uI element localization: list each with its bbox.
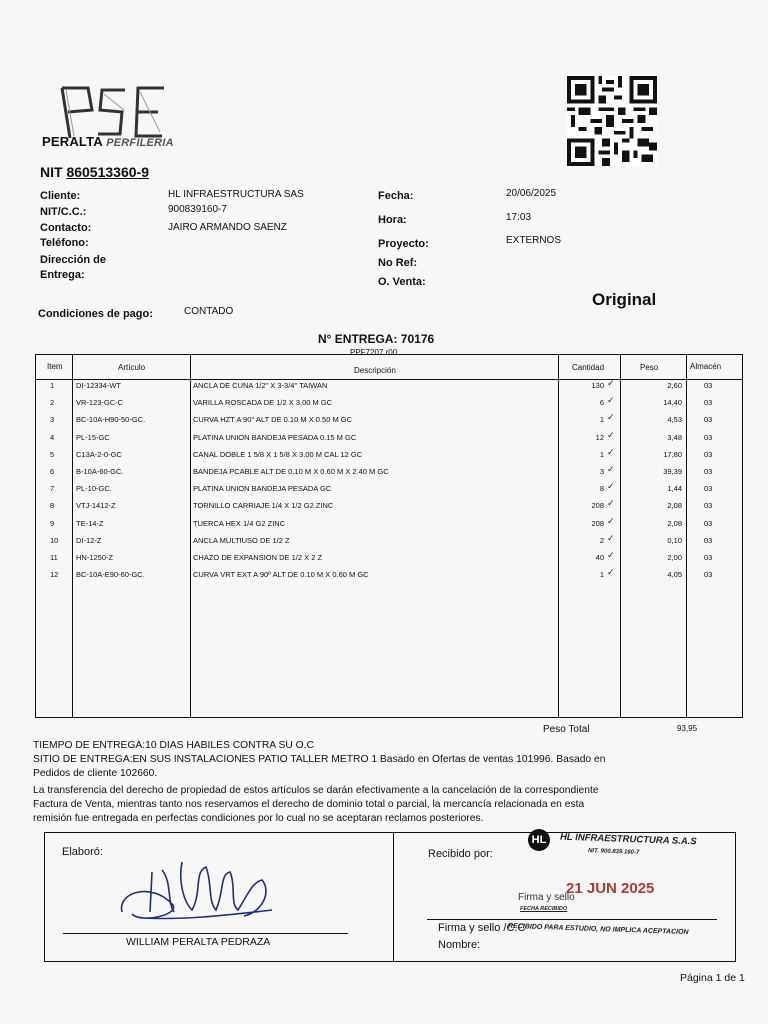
- check-mark-icon: ✓: [607, 395, 615, 406]
- row-item: 12: [50, 570, 59, 580]
- cliente-label: Cliente:: [40, 190, 81, 202]
- row-cantidad: 1: [599, 415, 604, 425]
- entrega-title: N° ENTREGA: 70176: [318, 332, 435, 346]
- elaboro-name: WILLIAM PERALTA PEDRAZA: [126, 936, 271, 948]
- row-cantidad: 3: [599, 467, 604, 476]
- row-cantidad: 2: [599, 535, 604, 545]
- peso-total-value: 93,95: [677, 724, 698, 733]
- stamp-estudio: RECIBIDO PARA ESTUDIO, NO IMPLICA ACEPTACION: [507, 922, 689, 937]
- items-table: [35, 354, 743, 718]
- check-mark-icon: ✓: [607, 498, 615, 509]
- terms-line-4: La transferencia del derecho de propiedad de estos artículos se darán efectivamente a la cancelación de la correspondiente: [33, 785, 599, 796]
- telefono-label: Teléfono:: [40, 237, 89, 249]
- company-nit: [40, 164, 149, 180]
- row-articulo: C13A-2-0-GC: [76, 449, 122, 459]
- row-descripcion: CANAL DOBLE 1 5/8 X 1 5/8 X 3.00 M CAL 12 GC: [193, 449, 363, 459]
- row-articulo: TE-14-Z: [76, 518, 104, 528]
- header-almacen: Almacén: [690, 362, 722, 371]
- fecha-value: 20/06/2025: [506, 188, 557, 199]
- header-cantidad: Cantidad: [572, 363, 605, 372]
- stamp-nit: NIT. 900.839.160-7: [587, 848, 640, 856]
- entrega-ref: PPF7207.r00: [350, 348, 398, 357]
- row-descripcion: TORNILLO CARRIAJE 1/4 X 1/2 G2 ZINC: [193, 501, 334, 511]
- row-peso: 0,10: [667, 535, 682, 545]
- row-item: 5: [50, 449, 55, 459]
- check-mark-icon: ✓: [607, 429, 615, 440]
- row-peso: 2,08: [667, 518, 682, 528]
- row-descripcion: PLATINA UNION BANDEJA PESADA 0.15 M GC: [193, 432, 357, 442]
- check-mark-icon: ✓: [607, 412, 615, 423]
- row-item: 11: [50, 553, 58, 562]
- check-mark-icon: ✓: [607, 481, 615, 492]
- row-descripcion: PLATINA UNION BANDEJA PESADA GC: [193, 484, 332, 494]
- cliente-value: HL INFRAESTRUCTURA SAS: [168, 189, 304, 200]
- check-mark-icon: ✓: [607, 378, 615, 388]
- row-almacen: 03: [704, 518, 713, 528]
- row-descripcion: CHAZO DE EXPANSION DE 1/2 X 2 Z: [193, 553, 323, 562]
- row-articulo: B-10A-60-GC.: [76, 467, 124, 476]
- brand-name-sub: PERFILERIA: [106, 137, 174, 149]
- row-almacen: 03: [704, 484, 713, 494]
- row-cantidad: 1: [599, 449, 604, 459]
- row-cantidad: 8: [599, 484, 604, 494]
- row-peso: 2,60: [667, 381, 682, 390]
- row-peso: 3,48: [667, 432, 682, 442]
- row-cantidad: 1: [599, 570, 604, 580]
- stamp-recibido: FECHA RECIBIDO: [520, 906, 568, 912]
- noref-label: No Ref:: [378, 257, 418, 269]
- row-descripcion: VARILLA ROSCADA DE 1/2 X 3,00 M GC: [193, 398, 333, 408]
- row-peso: 14,40: [663, 398, 682, 408]
- condiciones-value: CONTADO: [184, 306, 234, 317]
- row-item: 10: [50, 535, 59, 545]
- row-item: 8: [50, 501, 55, 511]
- page-number: Página 1 de 1: [680, 972, 745, 984]
- terms-line-2: SITIO DE ENTREGA:EN SUS INSTALACIONES PATIO TALLER METRO 1 Basado en Ofertas de ventas 101996. Basado en: [33, 754, 606, 765]
- row-almacen: 03: [704, 553, 713, 562]
- company-nit-label: NIT: [40, 164, 63, 180]
- check-mark-icon: ✓: [607, 464, 615, 474]
- check-mark-icon: ✓: [607, 515, 615, 526]
- original-label: Original: [592, 290, 657, 309]
- row-articulo: VR-123-GC-C: [76, 398, 124, 408]
- stamp-company: HL INFRAESTRUCTURA S.A.S: [559, 831, 697, 848]
- row-peso: 39,39: [663, 467, 682, 476]
- row-articulo: DI-12334-WT: [76, 381, 122, 390]
- company-nit-value: 860513360-9: [66, 164, 149, 180]
- row-articulo: HN-1250-Z: [76, 553, 114, 562]
- row-almacen: 03: [704, 501, 713, 511]
- row-articulo: VTJ-1412-Z: [76, 501, 116, 511]
- row-cantidad: 12: [595, 432, 604, 442]
- recibido-label: Recibido por:: [428, 848, 493, 860]
- stamp-date: 21 JUN 2025: [566, 880, 655, 897]
- proyecto-label: Proyecto:: [378, 238, 429, 250]
- direccion-label-1: Dirección de: [40, 254, 107, 266]
- row-cantidad: 130: [591, 381, 604, 390]
- fecha-label: Fecha:: [378, 190, 414, 202]
- row-almacen: 03: [704, 415, 713, 425]
- header-descripcion: Descripción: [354, 366, 396, 375]
- row-cantidad: 208: [591, 501, 604, 511]
- row-descripcion: ANCLA DE CUNA 1/2" X 3-3/4" TAIWAN: [193, 381, 328, 390]
- row-peso: 4,53: [667, 415, 682, 425]
- row-almacen: 03: [704, 398, 713, 408]
- row-peso: 2,00: [667, 553, 682, 562]
- row-item: 3: [50, 415, 55, 425]
- row-item: 4: [50, 432, 55, 442]
- row-descripcion: TUERCA HEX 1/4 G2 ZINC: [193, 518, 286, 528]
- hl-stamp-logo: HL: [528, 829, 550, 851]
- row-articulo: DI-12-Z: [76, 535, 102, 545]
- handwritten-signature: [112, 852, 282, 934]
- contacto-value: JAIRO ARMANDO SAENZ: [168, 222, 287, 233]
- row-item: 6: [50, 467, 55, 476]
- row-peso: 1,44: [667, 484, 682, 494]
- row-articulo: PL-15-GC: [76, 432, 110, 442]
- condiciones-label: Condiciones de pago:: [38, 308, 153, 320]
- check-mark-icon: ✓: [607, 567, 615, 578]
- proyecto-value: EXTERNOS: [506, 235, 562, 246]
- row-descripcion: CURVA VRT EXT A 90º ALT DE 0.10 M X 0.60 M GC: [193, 570, 369, 580]
- nit-cc-value: 900839160-7: [168, 204, 227, 215]
- row-peso: 2,08: [667, 501, 682, 511]
- header-peso: Peso: [640, 363, 659, 372]
- row-peso: 17,80: [663, 449, 682, 459]
- firma-sello-2: Firma y sello /C.C: [438, 922, 526, 934]
- terms-line-6: remisión fue entregada en perfectas condiciones por lo cual no se aceptaran reclamos posteriores.: [33, 813, 484, 824]
- hora-value: 17:03: [506, 212, 532, 223]
- row-almacen: 03: [704, 381, 713, 390]
- elaboro-label: Elaboró:: [62, 846, 103, 858]
- row-almacen: 03: [704, 570, 713, 580]
- row-articulo: BC-10A-E90-60-GC.: [76, 570, 145, 580]
- check-mark-icon: ✓: [607, 532, 615, 543]
- check-mark-icon: ✓: [607, 446, 615, 457]
- header-articulo: Artículo: [118, 363, 146, 372]
- oventa-label: O. Venta:: [378, 276, 426, 288]
- row-peso: 4,05: [667, 570, 682, 580]
- row-almacen: 03: [704, 432, 713, 442]
- row-articulo: BC-10A-H90-50-GC.: [76, 415, 146, 425]
- terms-line-3: Pedidos de cliente 102660.: [33, 768, 158, 779]
- row-almacen: 03: [704, 535, 713, 545]
- row-item: 2: [50, 398, 55, 408]
- hora-label: Hora:: [378, 214, 407, 226]
- nombre-label: Nombre:: [438, 939, 481, 951]
- firma-sello-1: Firma y sello: [518, 892, 575, 903]
- terms-line-1: TIEMPO DE ENTREGA:10 DIAS HABILES CONTRA SU O.C: [33, 740, 314, 751]
- brand-name: [42, 134, 174, 149]
- row-almacen: 03: [704, 467, 713, 476]
- brand-name-main: PERALTA: [42, 134, 103, 149]
- terms-line-5: Factura de Venta, mientras tanto nos reservamos el derecho de dominio total o parcial, la mercancía relacionada en esta: [33, 799, 585, 810]
- check-mark-icon: ✓: [607, 550, 615, 560]
- header-item: Item: [47, 362, 63, 371]
- row-item: 7: [50, 484, 55, 494]
- direccion-label-2: Entrega:: [40, 269, 85, 281]
- peso-total-label: Peso Total: [543, 724, 590, 735]
- row-item: 1: [50, 381, 55, 390]
- contacto-label: Contacto:: [40, 222, 92, 234]
- row-descripcion: CURVA HZT A 90° ALT DE 0.10 M X 0.50 M GC: [193, 415, 353, 425]
- row-descripcion: BANDEJA PCABLE ALT DE 0.10 M X 0.60 M X 2.40 M GC: [193, 467, 389, 476]
- row-cantidad: 6: [599, 398, 604, 408]
- row-item: 9: [50, 518, 55, 528]
- row-descripcion: ANCLA MULTIUSO DE 1/2 Z: [193, 535, 290, 545]
- row-articulo: PL-10-GC.: [76, 484, 112, 494]
- row-cantidad: 208: [591, 518, 604, 528]
- row-almacen: 03: [704, 449, 713, 459]
- qr-code-icon: [566, 76, 658, 166]
- nit-cc-label: NIT/C.C.:: [40, 206, 87, 218]
- row-cantidad: 40: [595, 553, 604, 562]
